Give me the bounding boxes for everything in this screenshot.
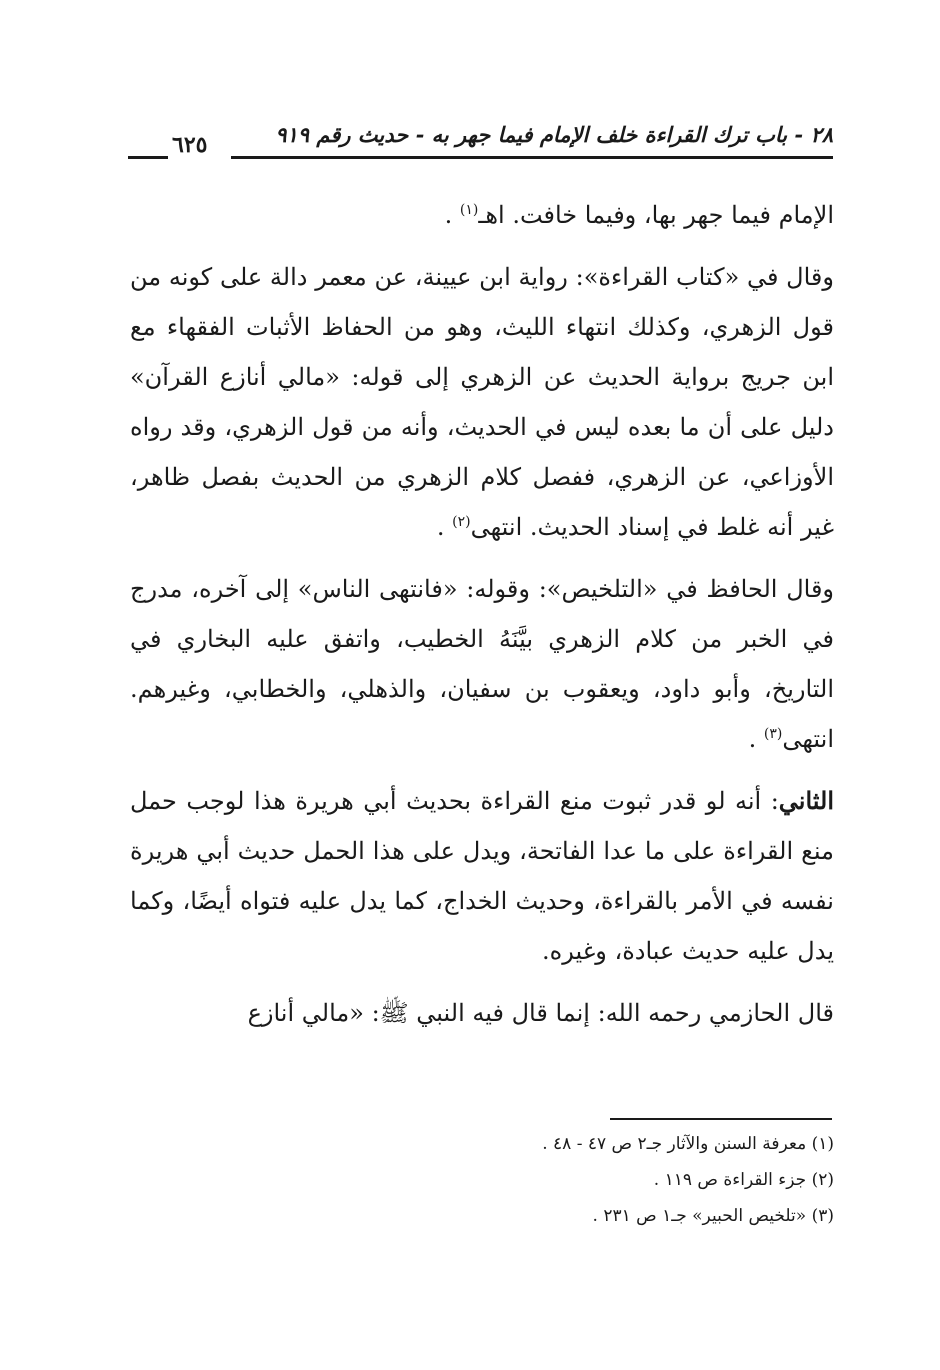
footnotes bbox=[130, 1126, 834, 1234]
page-number: ٦٢٥ bbox=[172, 132, 208, 158]
header-rule-short bbox=[128, 156, 168, 159]
paragraph-2-text: وقال في «كتاب القراءة»: رواية ابن عيينة، عن معمر دالة على كونه من قول الزهري، وكذلك انتهاء الليث، وهو من الحفاظ الأثبات الفقهاء مع ابن جريج برواية الحديث عن الزهري إلى قوله: «مالي أنازع القرآن» دليل على أن ما بعده ليس في الحديث، وأنه من قول الزهري، وقد رواه الأوزاعي، عن الزهري، ففصل كلام الزهري من الحديث بفصل ظاهر، غير أنه غلط في إسناد الحديث. انتهى bbox=[130, 263, 834, 541]
footnote-3: (٣) «تلخيص الحبير» جـ١ ص ٢٣١ . bbox=[592, 1206, 834, 1226]
paragraph-1-end: . bbox=[444, 201, 460, 229]
paragraph-5 bbox=[130, 988, 834, 1038]
body-text bbox=[130, 190, 834, 1038]
running-header bbox=[128, 118, 833, 164]
footnote-ref-3: (٣) bbox=[763, 726, 783, 742]
header-title: ٢٨ - باب ترك القراءة خلف الإمام فيما جهر به - حديث رقم ٩١٩ bbox=[275, 122, 833, 147]
header-rule bbox=[231, 156, 833, 159]
paragraph-3 bbox=[130, 564, 834, 764]
footnote-2: (٢) جزء القراءة ص ١١٩ . bbox=[653, 1170, 834, 1190]
paragraph-3-text: وقال الحافظ في «التلخيص»: وقوله: «فانتهى الناس» إلى آخره، مدرج في الخبر من كلام الزهري بيَّنَهُ الخطيب، واتفق عليه البخاري في التاريخ، وأبو داود، ويعقوب بن سفيان، والذهلي، والخطابي، وغيرهم. انتهى bbox=[130, 575, 834, 753]
paragraph-3-end: . bbox=[748, 725, 764, 753]
footnote-ref-1: (١) bbox=[459, 202, 479, 218]
paragraph-4-lead: الثاني bbox=[778, 786, 834, 815]
paragraph-2-end: . bbox=[436, 513, 453, 541]
paragraph-2 bbox=[130, 252, 834, 552]
paragraph-1 bbox=[130, 190, 834, 240]
footnote-rule bbox=[610, 1118, 832, 1120]
footnote-ref-2: (٢) bbox=[452, 514, 471, 530]
paragraph-1-text: الإمام فيما جهر بها، وفيما خافت. اهـ bbox=[478, 201, 834, 229]
footnote-1: (١) معرفة السنن والآثار جـ٢ ص ٤٧ - ٤٨ . bbox=[542, 1134, 834, 1154]
paragraph-4 bbox=[130, 776, 834, 976]
paragraph-5-text: قال الحازمي رحمه الله: إنما قال فيه النبي ﷺ: «مالي أنازع bbox=[247, 999, 834, 1027]
paragraph-4-text: : أنه لو قدر ثبوت منع القراءة بحديث أبي هريرة هذا لوجب حمل منع القراءة على ما عدا الفاتحة، ويدل على هذا الحمل حديث أبي هريرة نفسه في الأمر بالقراءة، وحديث الخداج، كما يدل عليه فتواه أيضًا، وكما يدل عليه حديث عبادة، وغيره. bbox=[130, 787, 834, 965]
